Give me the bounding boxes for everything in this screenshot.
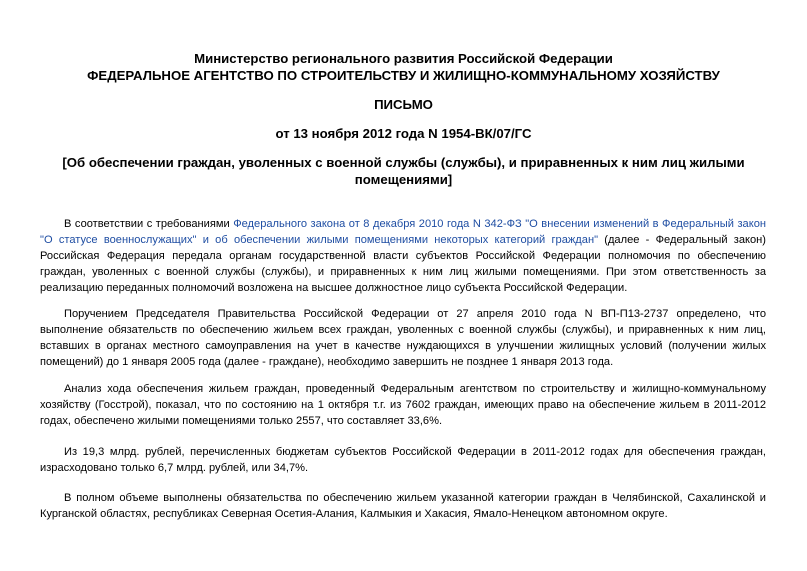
document-number-heading: от 13 ноября 2012 года N 1954-ВК/07/ГС — [275, 126, 532, 141]
agency-heading: ФЕДЕРАЛЬНОЕ АГЕНТСТВО ПО СТРОИТЕЛЬСТВУ И ЖИЛИЩНО-КОММУНАЛЬНОМУ ХОЗЯЙСТВУ — [87, 68, 720, 83]
paragraph-1 — [40, 216, 766, 296]
ministry-heading: Министерство регионального развития Российской Федерации — [194, 51, 613, 66]
document-type-heading: ПИСЬМО — [374, 97, 433, 112]
paragraph-1-intro: В соответствии с требованиями — [64, 218, 234, 230]
paragraph-5: В полном объеме выполнены обязательства по обеспечению жильем указанной категории граждан в Челябинской, Сахалинской и Курганской областях, республиках Северная Осетия-Алания, Калмыкия и Хакасия, Ямало-Ненецком автономном округе. — [40, 492, 766, 520]
paragraph-3: Анализ хода обеспечения жильем граждан, проведенный Федеральным агентством по строительству и жилищно-коммунальному хозяйству (Госстрой), показал, что по состоянию на 1 октября т.г. из 7602 граждан, имеющих право на обеспечение жильем в 2011-2012 годах, обеспечено жилыми помещениями только 2557, что составляет 33,6%. — [40, 383, 766, 427]
paragraph-2: Поручением Председателя Правительства Российской Федерации от 27 апреля 2010 года N ВП-П13-2737 определено, что выполнение обязательств по обеспечению жильем всех граждан, уволенных с военной службы (службы), и приравненных к ним лиц, вставших в органах местного самоуправления на учет в качестве нуждающихся в улучшении жилищных условий (получении жилых помещений) до 1 января 2005 года (далее - граждане), необходимо завершить не позднее 1 января 2013 года. — [40, 308, 766, 368]
paragraph-4: Из 19,3 млрд. рублей, перечисленных бюджетам субъектов Российской Федерации в 2011-2012 годах для обеспечения граждан, израсходовано только 6,7 млрд. рублей, или 34,7%. — [40, 446, 766, 474]
document-subject-heading: [Об обеспечении граждан, уволенных с военной службы (службы), и приравненных к ним лиц жилыми помещениями] — [62, 155, 745, 187]
paragraph-1-rest: (далее - Федеральный закон) Российская Федерация передала органам государственной власти субъектов Российской Федерации полномочия по обеспечению граждан, уволенных с военной службы (службы), и приравненных к ним лиц жилыми помещениями. При этом ответственность за реализацию переданных полномочий возложена на высшее должностное лицо субъекта Российской Федерации. — [40, 234, 766, 294]
federal-law-link[interactable]: Федерального закона от 8 декабря 2010 года N 342-ФЗ "О внесении изменений в Федеральный закон "О статусе военнослужащих" и об обеспечении жилыми помещениями некоторых категорий граждан" — [40, 218, 766, 246]
